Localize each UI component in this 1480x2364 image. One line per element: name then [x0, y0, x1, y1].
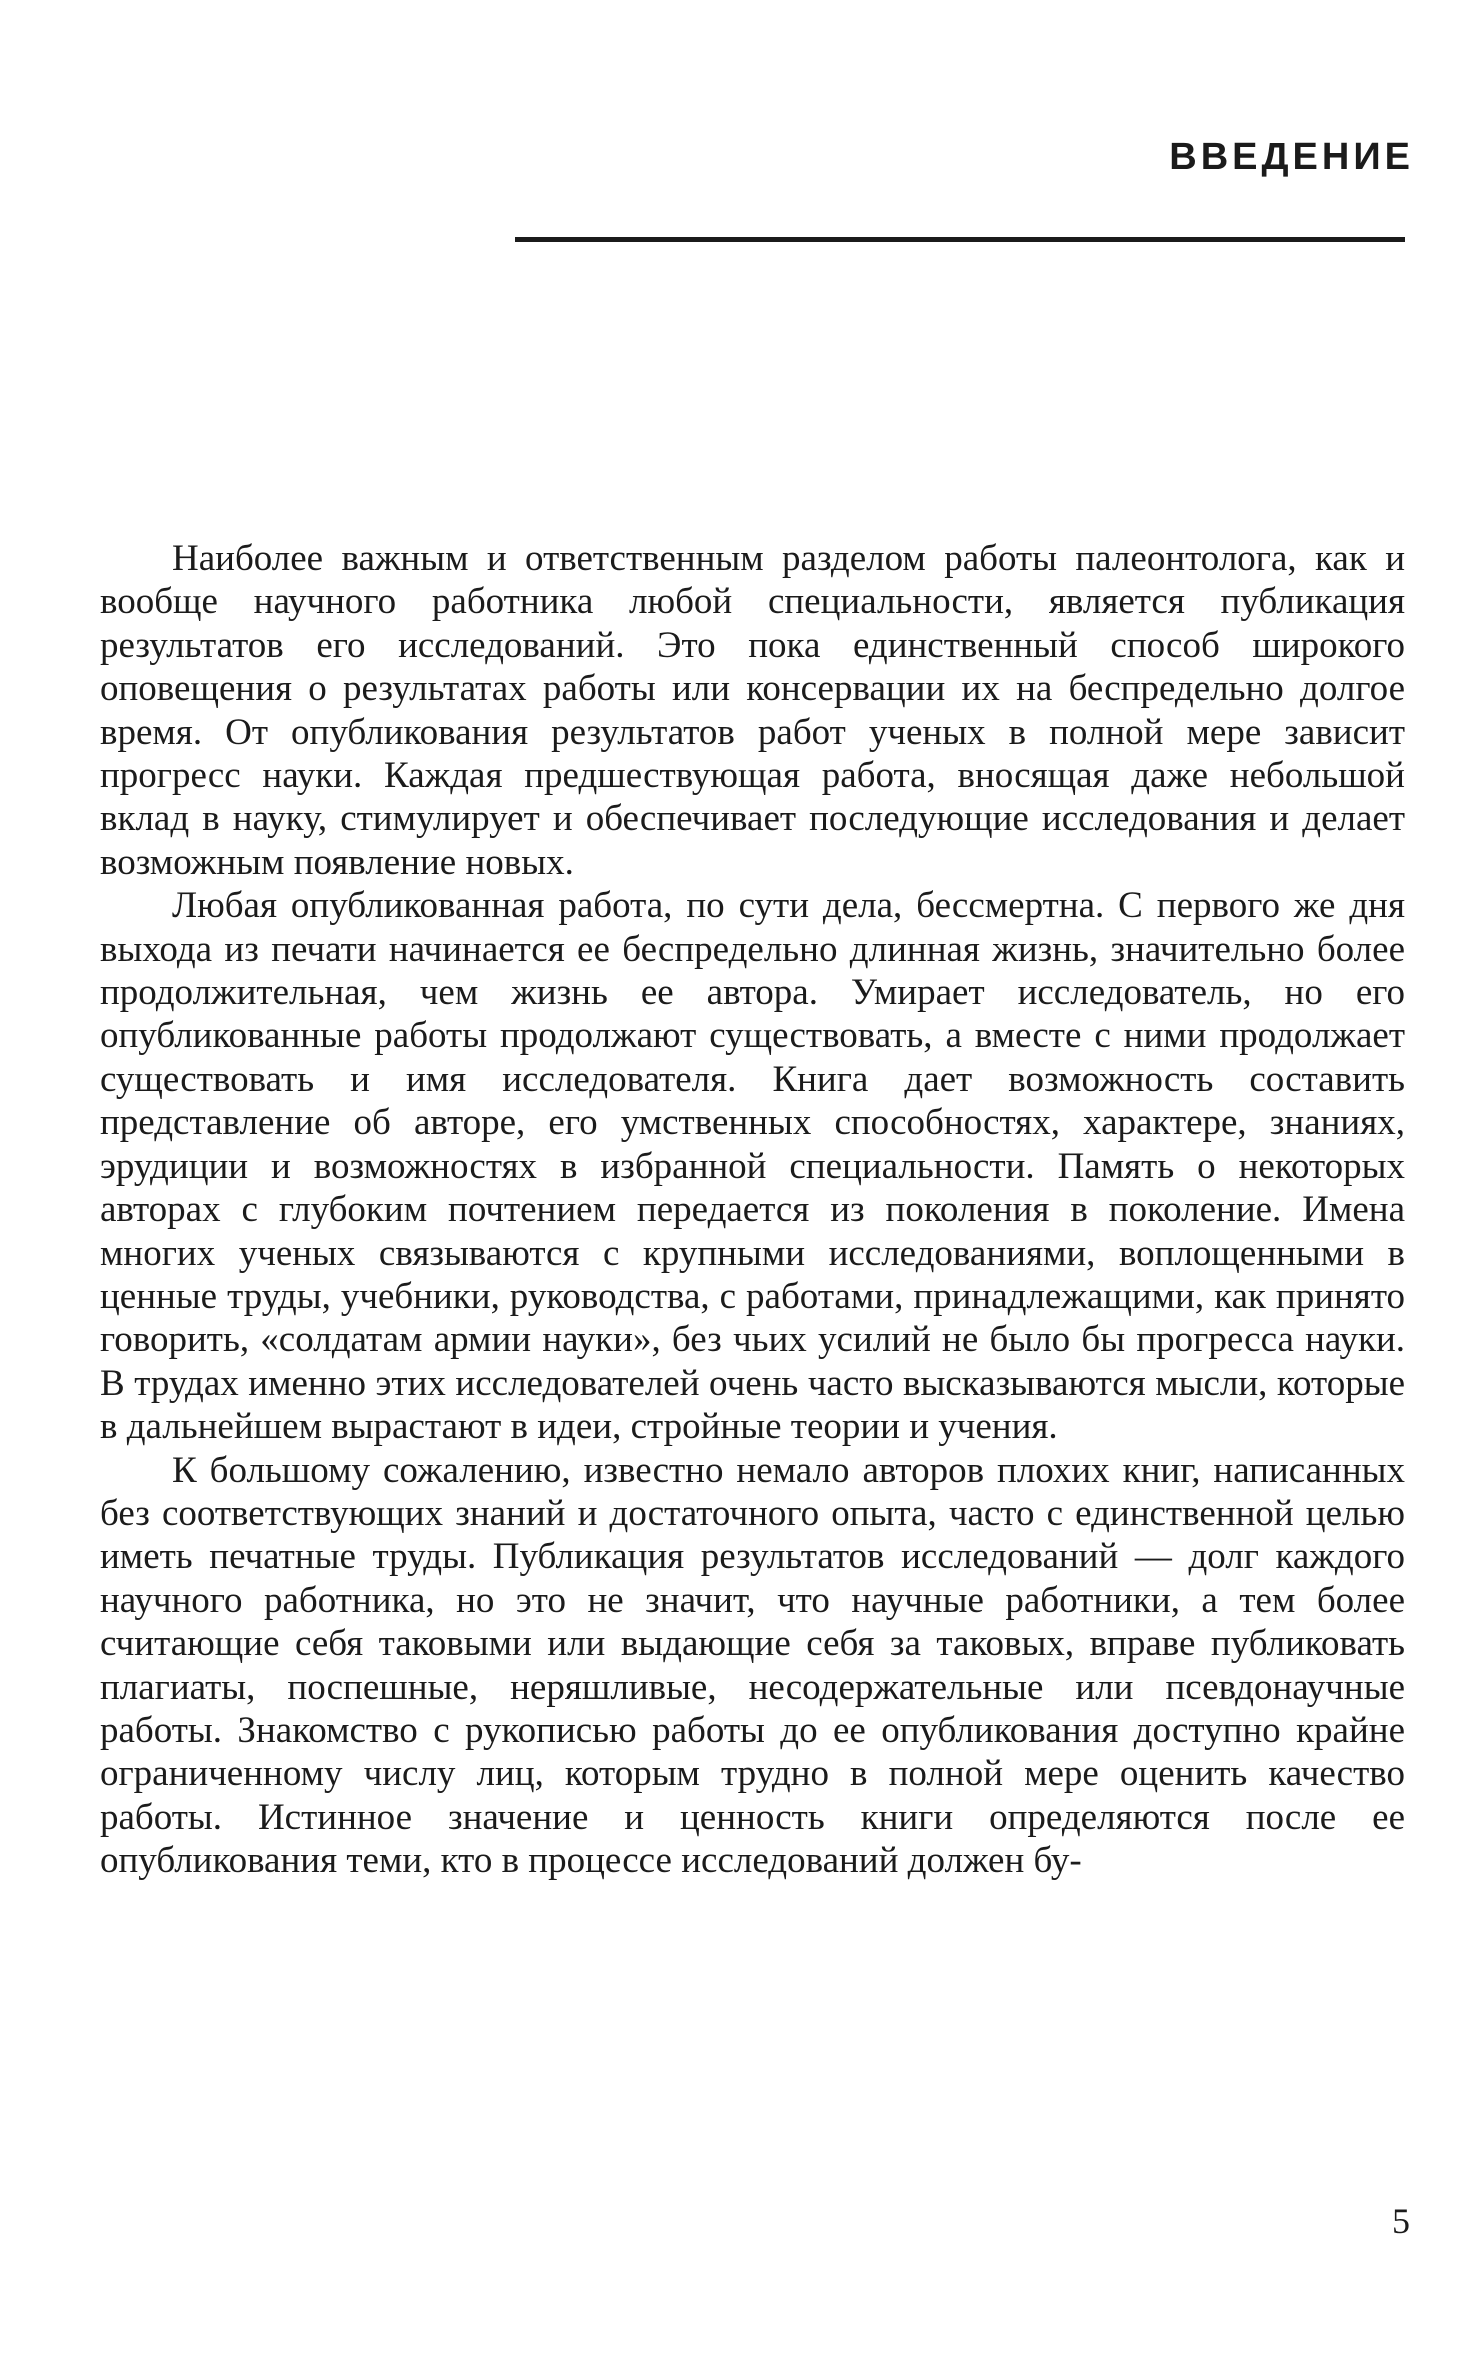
paragraph: К большому сожалению, известно немало авторов плохих книг, написанных без соответствующих знаний и достаточного опыта, часто с единственной целью иметь печатные труды. Публикация результатов исследований — долг каждого научного работника, но это не значит, что научные работники, а тем более считающие себя таковыми или выдающие себя за таковых, вправе публиковать плагиаты, поспешные, неряшливые, несодержательные или псевдонаучные работы. Знакомство с рукописью работы до ее опубликования доступно крайне ограниченному числу лиц, которым трудно в полной мере оценить качество работы. Истинное значение и ценность книги определяются после ее опубликования теми, кто в процессе исследований должен бу- [100, 1449, 1405, 1882]
paragraph: Любая опубликованная работа, по сути дела, бессмертна. С первого же дня выхода из печати начинается ее беспредельно длинная жизнь, значительно более продолжительная, чем жизнь ее автора. Умирает исследователь, но его опубликованные работы продолжают существовать, а вместе с ними продолжает существовать и имя исследователя. Книга дает возможность составить представление об авторе, его умственных способностях, характере, знаниях, эрудиции и возможностях в избранной специальности. Память о некоторых авторах с глубоким почтением передается из поколения в поколение. Имена многих ученых связываются с крупными исследованиями, воплощенными в ценные труды, учебники, руководства, с работами, принадлежащими, как принято говорить, «солдатам армии науки», без чьих усилий не было бы прогресса науки. В трудах именно этих исследователей очень часто высказываются мысли, которые в дальнейшем вырастают в идеи, стройные теории и учения. [100, 885, 1405, 1448]
paragraph: Наиболее важным и ответственным разделом работы палеонтолога, как и вообще научного работника любой специальности, является публикация результатов его исследований. Это пока единственный способ широкого оповещения о результатах работы или консервации их на беспредельно долгое время. От опубликования результатов работ ученых в полной мере зависит прогресс науки. Каждая предшествующая работа, вносящая даже небольшой вклад в науку, стимулирует и обеспечивает последующие исследования и делает возможным появление новых. [100, 538, 1405, 883]
page-number: 5 [1392, 2201, 1410, 2241]
chapter-heading: ВВЕДЕНИЕ [1169, 136, 1414, 178]
body-text [100, 537, 1405, 1883]
heading-rule [515, 237, 1405, 242]
